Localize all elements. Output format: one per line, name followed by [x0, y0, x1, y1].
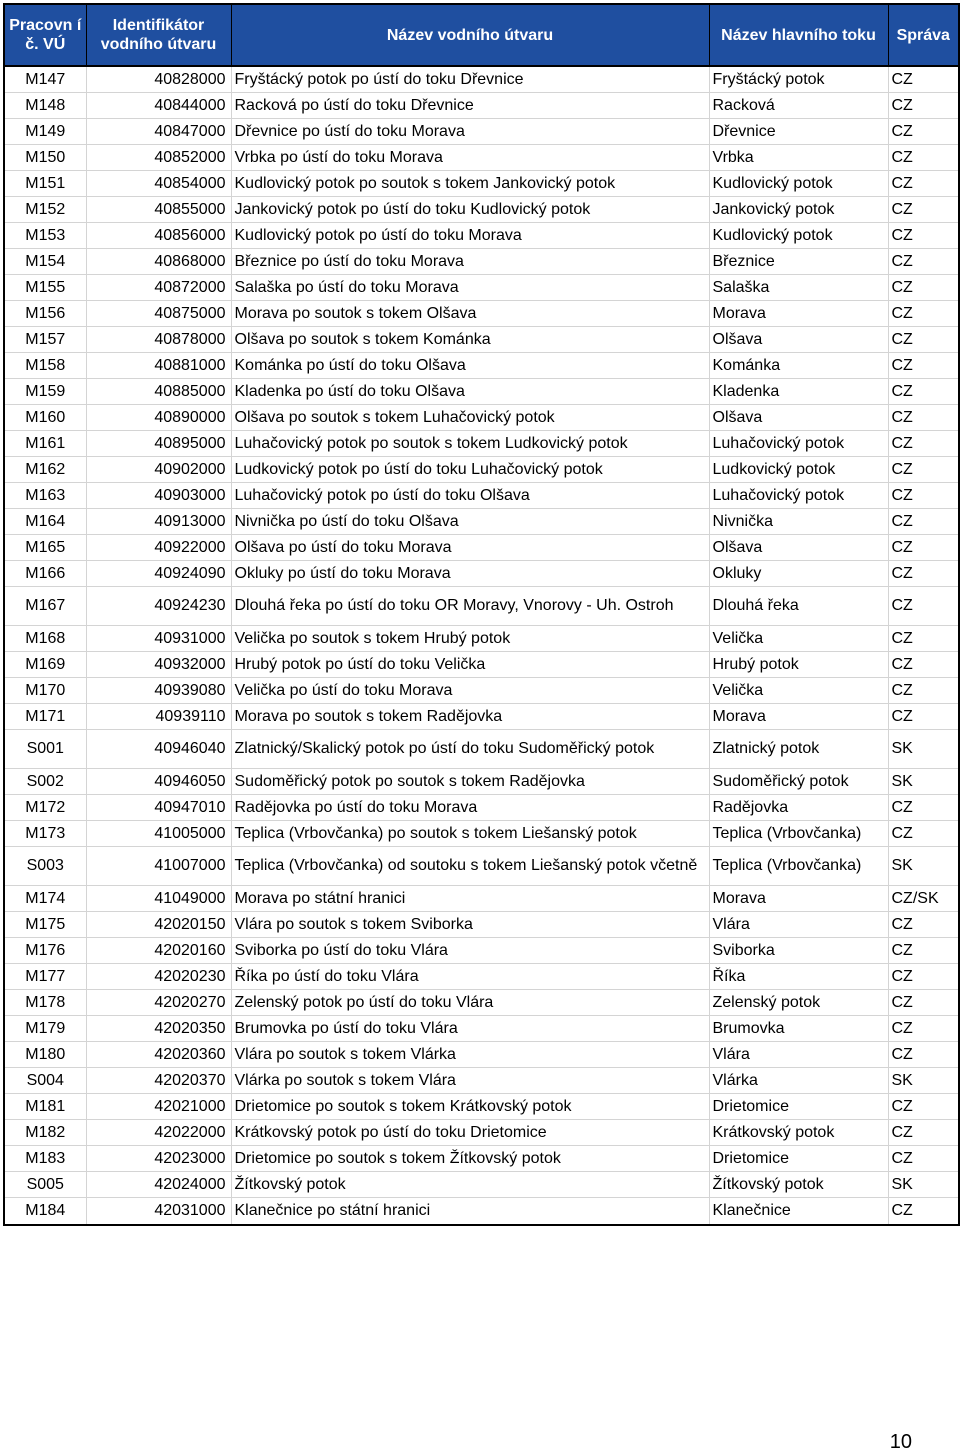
cell-work-number: M183 [4, 1146, 86, 1172]
cell-administration: CZ [888, 821, 959, 847]
cell-work-number: M182 [4, 1120, 86, 1146]
table-row [4, 535, 959, 561]
cell-main-river: Ludkovický potok [709, 457, 888, 483]
cell-administration: SK [888, 769, 959, 795]
cell-main-river: Luhačovický potok [709, 483, 888, 509]
table-row [4, 431, 959, 457]
cell-work-number: S001 [4, 730, 86, 769]
cell-main-river: Olšava [709, 327, 888, 353]
cell-water-body-name: Ludkovický potok po ústí do toku Luhačovický potok [231, 457, 709, 483]
cell-identifier: 40872000 [86, 275, 231, 301]
cell-main-river: Vrbka [709, 145, 888, 171]
cell-work-number: M153 [4, 223, 86, 249]
cell-main-river: Racková [709, 93, 888, 119]
cell-main-river: Olšava [709, 535, 888, 561]
table-row [4, 821, 959, 847]
cell-water-body-name: Sudoměřický potok po soutok s tokem Radějovka [231, 769, 709, 795]
cell-work-number: M152 [4, 197, 86, 223]
cell-administration: CZ [888, 431, 959, 457]
cell-main-river: Morava [709, 704, 888, 730]
cell-water-body-name: Vrbka po ústí do toku Morava [231, 145, 709, 171]
cell-administration: CZ [888, 301, 959, 327]
cell-main-river: Kudlovický potok [709, 171, 888, 197]
table-row [4, 1042, 959, 1068]
cell-identifier: 40890000 [86, 405, 231, 431]
cell-water-body-name: Teplica (Vrbovčanka) od soutoku s tokem Liešanský potok včetně [231, 847, 709, 886]
cell-identifier: 40903000 [86, 483, 231, 509]
table-row [4, 1016, 959, 1042]
table-row [4, 509, 959, 535]
header-administration: Správa [888, 4, 959, 66]
cell-main-river: Drietomice [709, 1146, 888, 1172]
cell-water-body-name: Dřevnice po ústí do toku Morava [231, 119, 709, 145]
table-row [4, 275, 959, 301]
cell-administration: CZ [888, 1016, 959, 1042]
cell-water-body-name: Olšava po soutok s tokem Kománka [231, 327, 709, 353]
table-row [4, 405, 959, 431]
table-row [4, 1146, 959, 1172]
cell-water-body-name: Morava po soutok s tokem Olšava [231, 301, 709, 327]
table-row [4, 457, 959, 483]
cell-water-body-name: Luhačovický potok po soutok s tokem Ludkovický potok [231, 431, 709, 457]
cell-water-body-name: Jankovický potok po ústí do toku Kudlovický potok [231, 197, 709, 223]
cell-main-river: Krátkovský potok [709, 1120, 888, 1146]
table-body [4, 66, 959, 1225]
cell-main-river: Fryštácký potok [709, 66, 888, 93]
cell-main-river: Kladenka [709, 379, 888, 405]
cell-main-river: Radějovka [709, 795, 888, 821]
cell-water-body-name: Kladenka po ústí do toku Olšava [231, 379, 709, 405]
cell-main-river: Zelenský potok [709, 990, 888, 1016]
cell-main-river: Velička [709, 626, 888, 652]
table-row [4, 990, 959, 1016]
header-identifier: Identifikátor vodního útvaru [86, 4, 231, 66]
cell-water-body-name: Velička po ústí do toku Morava [231, 678, 709, 704]
cell-water-body-name: Dlouhá řeka po ústí do toku OR Moravy, Vnorovy - Uh. Ostroh [231, 587, 709, 626]
table-row [4, 652, 959, 678]
cell-identifier: 42020150 [86, 912, 231, 938]
cell-water-body-name: Brumovka po ústí do toku Vlára [231, 1016, 709, 1042]
cell-work-number: M164 [4, 509, 86, 535]
cell-work-number: S005 [4, 1172, 86, 1198]
cell-administration: CZ [888, 483, 959, 509]
cell-identifier: 42024000 [86, 1172, 231, 1198]
cell-administration: CZ [888, 405, 959, 431]
cell-administration: SK [888, 730, 959, 769]
cell-work-number: M170 [4, 678, 86, 704]
cell-administration: SK [888, 1172, 959, 1198]
header-work-number: Pracovn í č. VÚ [4, 4, 86, 66]
cell-water-body-name: Žítkovský potok [231, 1172, 709, 1198]
table-row [4, 145, 959, 171]
cell-work-number: M156 [4, 301, 86, 327]
table-row [4, 1198, 959, 1226]
table-row [4, 301, 959, 327]
cell-work-number: M179 [4, 1016, 86, 1042]
cell-work-number: S004 [4, 1068, 86, 1094]
table-row [4, 223, 959, 249]
cell-main-river: Kománka [709, 353, 888, 379]
cell-administration: CZ/SK [888, 886, 959, 912]
cell-work-number: M151 [4, 171, 86, 197]
cell-administration: SK [888, 1068, 959, 1094]
cell-administration: CZ [888, 561, 959, 587]
table-row [4, 1172, 959, 1198]
cell-water-body-name: Olšava po soutok s tokem Luhačovický potok [231, 405, 709, 431]
cell-work-number: M168 [4, 626, 86, 652]
table-row [4, 1068, 959, 1094]
cell-work-number: M173 [4, 821, 86, 847]
cell-administration: CZ [888, 795, 959, 821]
header-water-body-name: Název vodního útvaru [231, 4, 709, 66]
cell-water-body-name: Luhačovický potok po ústí do toku Olšava [231, 483, 709, 509]
cell-work-number: S002 [4, 769, 86, 795]
cell-work-number: M172 [4, 795, 86, 821]
cell-main-river: Klanečnice [709, 1198, 888, 1226]
cell-water-body-name: Březnice po ústí do toku Morava [231, 249, 709, 275]
cell-water-body-name: Salaška po ústí do toku Morava [231, 275, 709, 301]
cell-administration: CZ [888, 197, 959, 223]
cell-water-body-name: Drietomice po soutok s tokem Krátkovský potok [231, 1094, 709, 1120]
cell-work-number: M174 [4, 886, 86, 912]
table-row [4, 1120, 959, 1146]
cell-administration: CZ [888, 964, 959, 990]
cell-main-river: Kudlovický potok [709, 223, 888, 249]
table-row [4, 119, 959, 145]
cell-administration: CZ [888, 704, 959, 730]
cell-main-river: Dřevnice [709, 119, 888, 145]
cell-work-number: M165 [4, 535, 86, 561]
cell-water-body-name: Kománka po ústí do toku Olšava [231, 353, 709, 379]
cell-identifier: 40947010 [86, 795, 231, 821]
cell-work-number: M180 [4, 1042, 86, 1068]
cell-water-body-name: Vlára po soutok s tokem Vlárka [231, 1042, 709, 1068]
cell-water-body-name: Olšava po ústí do toku Morava [231, 535, 709, 561]
cell-work-number: M162 [4, 457, 86, 483]
table-row [4, 730, 959, 769]
cell-identifier: 40847000 [86, 119, 231, 145]
cell-water-body-name: Drietomice po soutok s tokem Žítkovský potok [231, 1146, 709, 1172]
cell-water-body-name: Sviborka po ústí do toku Vlára [231, 938, 709, 964]
cell-work-number: M157 [4, 327, 86, 353]
cell-main-river: Okluky [709, 561, 888, 587]
cell-work-number: M159 [4, 379, 86, 405]
cell-identifier: 42020160 [86, 938, 231, 964]
table-row [4, 249, 959, 275]
cell-identifier: 40852000 [86, 145, 231, 171]
cell-identifier: 41007000 [86, 847, 231, 886]
table-row [4, 678, 959, 704]
cell-main-river: Teplica (Vrbovčanka) [709, 821, 888, 847]
cell-water-body-name: Racková po ústí do toku Dřevnice [231, 93, 709, 119]
table-row [4, 66, 959, 93]
table-row [4, 847, 959, 886]
cell-administration: CZ [888, 379, 959, 405]
cell-administration: CZ [888, 990, 959, 1016]
cell-water-body-name: Fryštácký potok po ústí do toku Dřevnice [231, 66, 709, 93]
cell-administration: CZ [888, 171, 959, 197]
cell-administration: CZ [888, 1198, 959, 1226]
table-row [4, 561, 959, 587]
cell-identifier: 40924230 [86, 587, 231, 626]
cell-main-river: Teplica (Vrbovčanka) [709, 847, 888, 886]
cell-water-body-name: Okluky po ústí do toku Morava [231, 561, 709, 587]
cell-main-river: Luhačovický potok [709, 431, 888, 457]
cell-administration: CZ [888, 1094, 959, 1120]
cell-main-river: Salaška [709, 275, 888, 301]
water-bodies-table [3, 3, 960, 1226]
table-row [4, 964, 959, 990]
cell-main-river: Velička [709, 678, 888, 704]
cell-identifier: 40875000 [86, 301, 231, 327]
cell-administration: CZ [888, 327, 959, 353]
cell-identifier: 40924090 [86, 561, 231, 587]
cell-administration: CZ [888, 249, 959, 275]
cell-main-river: Drietomice [709, 1094, 888, 1120]
cell-work-number: M171 [4, 704, 86, 730]
cell-main-river: Jankovický potok [709, 197, 888, 223]
cell-identifier: 40932000 [86, 652, 231, 678]
cell-administration: CZ [888, 457, 959, 483]
cell-main-river: Žítkovský potok [709, 1172, 888, 1198]
cell-identifier: 40946040 [86, 730, 231, 769]
cell-main-river: Březnice [709, 249, 888, 275]
cell-main-river: Brumovka [709, 1016, 888, 1042]
page-number: 10 [889, 1431, 912, 1453]
cell-administration: CZ [888, 66, 959, 93]
cell-work-number: M167 [4, 587, 86, 626]
cell-work-number: M150 [4, 145, 86, 171]
cell-water-body-name: Zlatnický/Skalický potok po ústí do toku Sudoměřický potok [231, 730, 709, 769]
table-row [4, 171, 959, 197]
cell-water-body-name: Nivnička po ústí do toku Olšava [231, 509, 709, 535]
cell-administration: CZ [888, 93, 959, 119]
cell-work-number: M154 [4, 249, 86, 275]
cell-water-body-name: Morava po soutok s tokem Radějovka [231, 704, 709, 730]
cell-water-body-name: Klanečnice po státní hranici [231, 1198, 709, 1226]
cell-identifier: 42020360 [86, 1042, 231, 1068]
cell-identifier: 40881000 [86, 353, 231, 379]
cell-main-river: Hrubý potok [709, 652, 888, 678]
cell-administration: SK [888, 847, 959, 886]
cell-main-river: Vlárka [709, 1068, 888, 1094]
table-row [4, 93, 959, 119]
cell-work-number: M175 [4, 912, 86, 938]
table-row [4, 795, 959, 821]
table-row [4, 197, 959, 223]
cell-identifier: 40855000 [86, 197, 231, 223]
cell-water-body-name: Vlára po soutok s tokem Sviborka [231, 912, 709, 938]
cell-work-number: M149 [4, 119, 86, 145]
cell-main-river: Zlatnický potok [709, 730, 888, 769]
cell-water-body-name: Vlárka po soutok s tokem Vlára [231, 1068, 709, 1094]
cell-identifier: 42020370 [86, 1068, 231, 1094]
cell-main-river: Dlouhá řeka [709, 587, 888, 626]
table-row [4, 483, 959, 509]
cell-administration: CZ [888, 652, 959, 678]
table-row [4, 327, 959, 353]
cell-identifier: 41005000 [86, 821, 231, 847]
table-row [4, 769, 959, 795]
cell-work-number: M161 [4, 431, 86, 457]
cell-water-body-name: Kudlovický potok po soutok s tokem Jankovický potok [231, 171, 709, 197]
cell-work-number: S003 [4, 847, 86, 886]
table-row [4, 912, 959, 938]
cell-work-number: M158 [4, 353, 86, 379]
table-header [4, 4, 959, 66]
cell-identifier: 40844000 [86, 93, 231, 119]
cell-administration: CZ [888, 1120, 959, 1146]
cell-water-body-name: Morava po státní hranici [231, 886, 709, 912]
cell-identifier: 40946050 [86, 769, 231, 795]
table-row [4, 587, 959, 626]
cell-identifier: 40939110 [86, 704, 231, 730]
cell-main-river: Vlára [709, 912, 888, 938]
cell-identifier: 40854000 [86, 171, 231, 197]
cell-identifier: 42031000 [86, 1198, 231, 1226]
cell-water-body-name: Kudlovický potok po ústí do toku Morava [231, 223, 709, 249]
table-row [4, 704, 959, 730]
cell-identifier: 42020270 [86, 990, 231, 1016]
cell-work-number: M147 [4, 66, 86, 93]
table-row [4, 353, 959, 379]
cell-water-body-name: Velička po soutok s tokem Hrubý potok [231, 626, 709, 652]
cell-work-number: M163 [4, 483, 86, 509]
cell-main-river: Nivnička [709, 509, 888, 535]
cell-work-number: M148 [4, 93, 86, 119]
table-row [4, 379, 959, 405]
cell-administration: CZ [888, 145, 959, 171]
cell-identifier: 40931000 [86, 626, 231, 652]
cell-identifier: 40902000 [86, 457, 231, 483]
cell-administration: CZ [888, 353, 959, 379]
cell-work-number: M169 [4, 652, 86, 678]
table-row [4, 1094, 959, 1120]
cell-water-body-name: Hrubý potok po ústí do toku Velička [231, 652, 709, 678]
cell-administration: CZ [888, 938, 959, 964]
cell-administration: CZ [888, 626, 959, 652]
cell-main-river: Morava [709, 886, 888, 912]
cell-main-river: Sviborka [709, 938, 888, 964]
cell-administration: CZ [888, 587, 959, 626]
cell-administration: CZ [888, 535, 959, 561]
table-row [4, 886, 959, 912]
cell-identifier: 40856000 [86, 223, 231, 249]
cell-work-number: M166 [4, 561, 86, 587]
cell-identifier: 40868000 [86, 249, 231, 275]
cell-water-body-name: Zelenský potok po ústí do toku Vlára [231, 990, 709, 1016]
cell-main-river: Morava [709, 301, 888, 327]
cell-administration: CZ [888, 119, 959, 145]
cell-identifier: 40922000 [86, 535, 231, 561]
header-main-river: Název hlavního toku [709, 4, 888, 66]
header-row [4, 4, 959, 66]
cell-administration: CZ [888, 678, 959, 704]
cell-work-number: M160 [4, 405, 86, 431]
cell-work-number: M155 [4, 275, 86, 301]
cell-identifier: 40878000 [86, 327, 231, 353]
cell-administration: CZ [888, 1042, 959, 1068]
cell-work-number: M181 [4, 1094, 86, 1120]
cell-identifier: 40885000 [86, 379, 231, 405]
cell-identifier: 40913000 [86, 509, 231, 535]
cell-water-body-name: Radějovka po ústí do toku Morava [231, 795, 709, 821]
cell-work-number: M177 [4, 964, 86, 990]
cell-administration: CZ [888, 1146, 959, 1172]
cell-identifier: 42022000 [86, 1120, 231, 1146]
cell-work-number: M176 [4, 938, 86, 964]
cell-main-river: Říka [709, 964, 888, 990]
cell-water-body-name: Říka po ústí do toku Vlára [231, 964, 709, 990]
cell-identifier: 40939080 [86, 678, 231, 704]
cell-administration: CZ [888, 223, 959, 249]
cell-administration: CZ [888, 509, 959, 535]
cell-main-river: Sudoměřický potok [709, 769, 888, 795]
cell-administration: CZ [888, 912, 959, 938]
cell-identifier: 42023000 [86, 1146, 231, 1172]
cell-identifier: 42020350 [86, 1016, 231, 1042]
cell-main-river: Vlára [709, 1042, 888, 1068]
table-row [4, 626, 959, 652]
cell-work-number: M178 [4, 990, 86, 1016]
table-row [4, 938, 959, 964]
cell-identifier: 40895000 [86, 431, 231, 457]
cell-water-body-name: Teplica (Vrbovčanka) po soutok s tokem Liešanský potok [231, 821, 709, 847]
cell-water-body-name: Krátkovský potok po ústí do toku Drietomice [231, 1120, 709, 1146]
cell-identifier: 41049000 [86, 886, 231, 912]
cell-identifier: 42021000 [86, 1094, 231, 1120]
cell-identifier: 40828000 [86, 66, 231, 93]
cell-administration: CZ [888, 275, 959, 301]
cell-work-number: M184 [4, 1198, 86, 1226]
cell-main-river: Olšava [709, 405, 888, 431]
cell-identifier: 42020230 [86, 964, 231, 990]
